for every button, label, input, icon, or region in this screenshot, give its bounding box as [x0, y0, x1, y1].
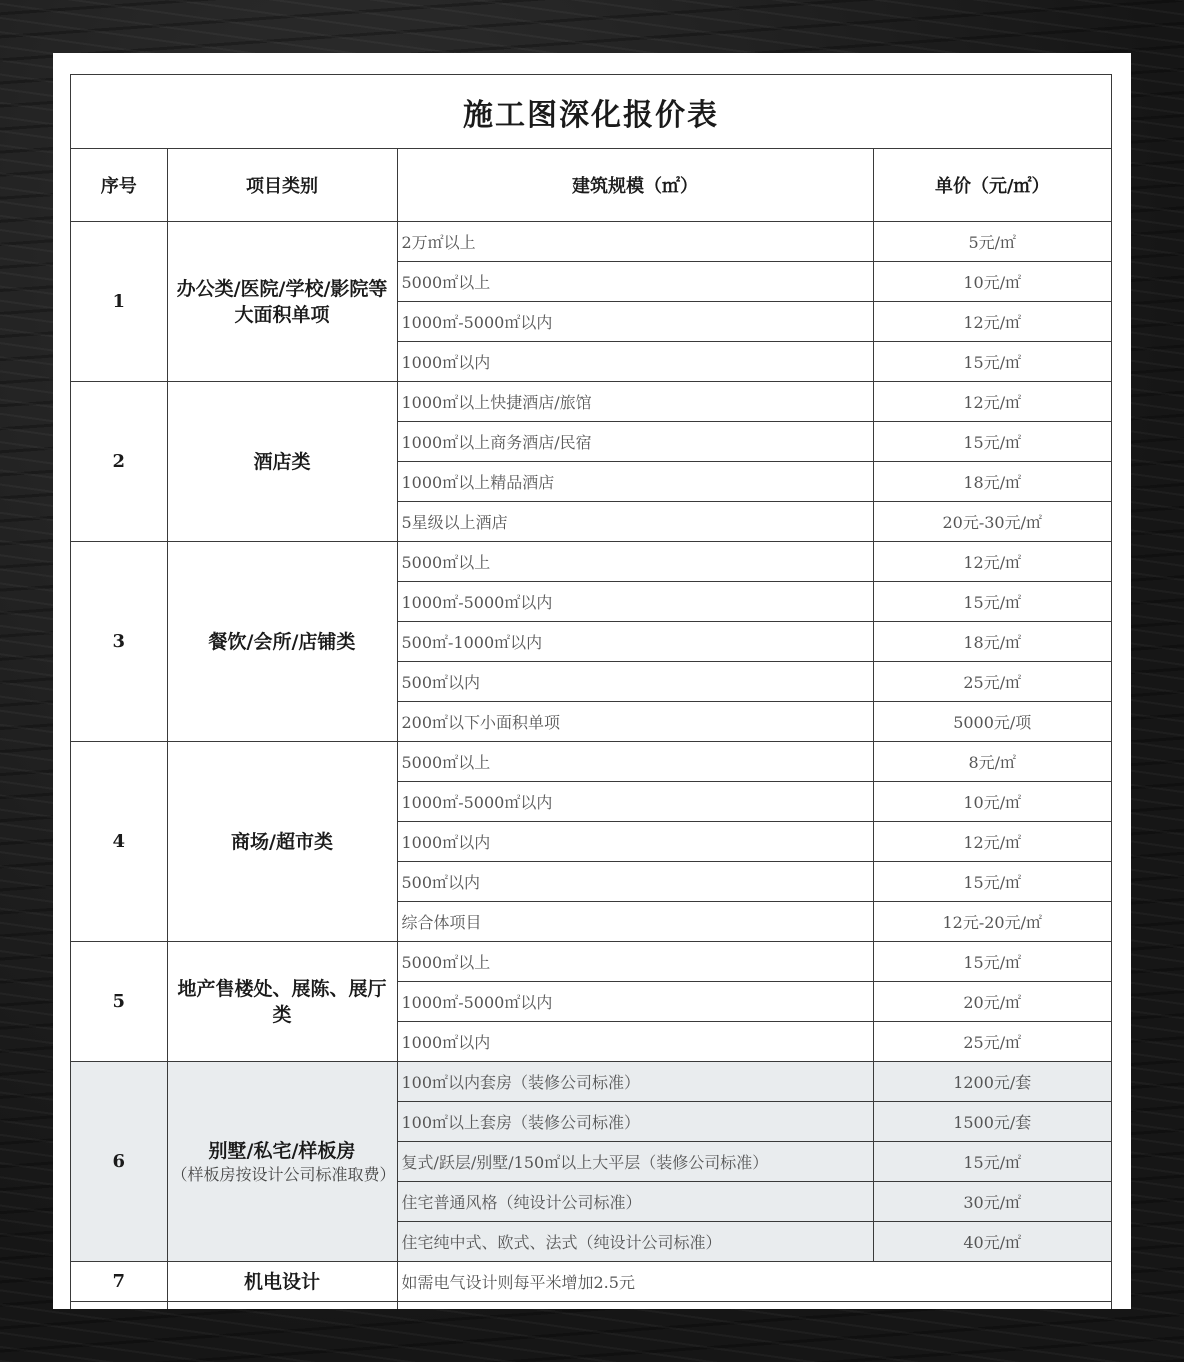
mep-row	[71, 1262, 1111, 1302]
price-cell: 5元/㎡	[873, 222, 1111, 262]
scale-cell: 住宅纯中式、欧式、法式（纯设计公司标准）	[397, 1222, 873, 1262]
price-cell: 15元/㎡	[873, 862, 1111, 902]
price-table	[71, 149, 1111, 1309]
group-category	[167, 542, 397, 742]
price-cell: 30元/㎡	[873, 1182, 1111, 1222]
table-row	[71, 1062, 1111, 1102]
cutoff-cell	[397, 1302, 1111, 1310]
scale-cell: 1000㎡以上精品酒店	[397, 462, 873, 502]
scale-cell: 200㎡以下小面积单项	[397, 702, 873, 742]
group-category-label: 别墅/私宅/样板房	[208, 1139, 356, 1162]
group-seq: 2	[71, 382, 167, 542]
scale-cell: 1000㎡以内	[397, 1022, 873, 1062]
price-cell: 18元/㎡	[873, 622, 1111, 662]
group-seq: 1	[71, 222, 167, 382]
scale-cell: 500㎡以内	[397, 862, 873, 902]
header-category: 项目类别	[167, 149, 397, 222]
price-cell: 15元/㎡	[873, 942, 1111, 982]
scale-cell: 5000㎡以上	[397, 262, 873, 302]
group-category-label: 酒店类	[253, 450, 311, 473]
scale-cell: 5星级以上酒店	[397, 502, 873, 542]
price-cell: 20元/㎡	[873, 982, 1111, 1022]
group-seq: 4	[71, 742, 167, 942]
scale-cell: 5000㎡以上	[397, 942, 873, 982]
price-cell: 12元/㎡	[873, 542, 1111, 582]
scale-cell: 住宅普通风格（纯设计公司标准）	[397, 1182, 873, 1222]
mep-seq: 7	[71, 1262, 167, 1302]
group-category	[167, 742, 397, 942]
scale-cell: 复式/跃层/别墅/150㎡以上大平层（装修公司标准）	[397, 1142, 873, 1182]
scale-cell: 5000㎡以上	[397, 742, 873, 782]
group-category-label: 餐饮/会所/店铺类	[208, 630, 356, 653]
scale-cell: 2万㎡以上	[397, 222, 873, 262]
price-sheet-paper	[53, 53, 1131, 1309]
scale-cell: 5000㎡以上	[397, 542, 873, 582]
header-row	[71, 149, 1111, 222]
table-body	[71, 222, 1111, 1310]
price-cell: 10元/㎡	[873, 262, 1111, 302]
group-category-label: 地产售楼处、展陈、展厅类	[177, 977, 387, 1026]
header-seq: 序号	[71, 149, 167, 222]
table-row	[71, 742, 1111, 782]
group-category	[167, 382, 397, 542]
price-cell: 12元/㎡	[873, 382, 1111, 422]
table-row	[71, 542, 1111, 582]
price-cell: 5000元/项	[873, 702, 1111, 742]
scale-cell: 1000㎡-5000㎡以内	[397, 782, 873, 822]
table-row	[71, 222, 1111, 262]
scale-cell: 1000㎡以内	[397, 342, 873, 382]
price-cell: 15元/㎡	[873, 1142, 1111, 1182]
cutoff-cell	[167, 1302, 397, 1310]
group-category-label: 办公类/医院/学校/影院等大面积单项	[176, 277, 388, 326]
group-seq: 3	[71, 542, 167, 742]
price-cell: 12元-20元/㎡	[873, 902, 1111, 942]
table-title: 施工图深化报价表	[71, 75, 1111, 149]
scale-cell: 1000㎡-5000㎡以内	[397, 582, 873, 622]
group-category	[167, 222, 397, 382]
price-cell: 1500元/套	[873, 1102, 1111, 1142]
group-seq: 6	[71, 1062, 167, 1262]
price-cell: 15元/㎡	[873, 422, 1111, 462]
mep-category: 机电设计	[167, 1262, 397, 1302]
price-cell: 15元/㎡	[873, 582, 1111, 622]
price-cell: 40元/㎡	[873, 1222, 1111, 1262]
price-cell: 18元/㎡	[873, 462, 1111, 502]
price-cell: 20元-30元/㎡	[873, 502, 1111, 542]
scale-cell: 500㎡以内	[397, 662, 873, 702]
scale-cell: 1000㎡以上快捷酒店/旅馆	[397, 382, 873, 422]
price-cell: 1200元/套	[873, 1062, 1111, 1102]
group-seq: 5	[71, 942, 167, 1062]
price-cell: 10元/㎡	[873, 782, 1111, 822]
price-table-frame	[70, 74, 1112, 1309]
cutoff-cell	[71, 1302, 167, 1310]
price-cell: 15元/㎡	[873, 342, 1111, 382]
scale-cell: 100㎡以上套房（装修公司标准）	[397, 1102, 873, 1142]
scale-cell: 综合体项目	[397, 902, 873, 942]
group-category	[167, 942, 397, 1062]
scale-cell: 1000㎡以上商务酒店/民宿	[397, 422, 873, 462]
price-cell: 25元/㎡	[873, 662, 1111, 702]
price-cell: 25元/㎡	[873, 1022, 1111, 1062]
table-row	[71, 942, 1111, 982]
scale-cell: 500㎡-1000㎡以内	[397, 622, 873, 662]
scale-cell: 1000㎡-5000㎡以内	[397, 302, 873, 342]
mep-note: 如需电气设计则每平米增加2.5元	[397, 1262, 1111, 1302]
price-cell: 12元/㎡	[873, 302, 1111, 342]
price-cell: 8元/㎡	[873, 742, 1111, 782]
group-category-note: （样板房按设计公司标准取费）	[171, 1164, 396, 1184]
scale-cell: 1000㎡以内	[397, 822, 873, 862]
header-scale: 建筑规模（㎡）	[397, 149, 873, 222]
group-category-label: 商场/超市类	[231, 830, 333, 853]
table-row-cutoff	[71, 1302, 1111, 1310]
scale-cell: 100㎡以内套房（装修公司标准）	[397, 1062, 873, 1102]
price-cell: 12元/㎡	[873, 822, 1111, 862]
group-category	[167, 1062, 397, 1262]
scale-cell: 1000㎡-5000㎡以内	[397, 982, 873, 1022]
table-row	[71, 382, 1111, 422]
header-price: 单价（元/㎡）	[873, 149, 1111, 222]
